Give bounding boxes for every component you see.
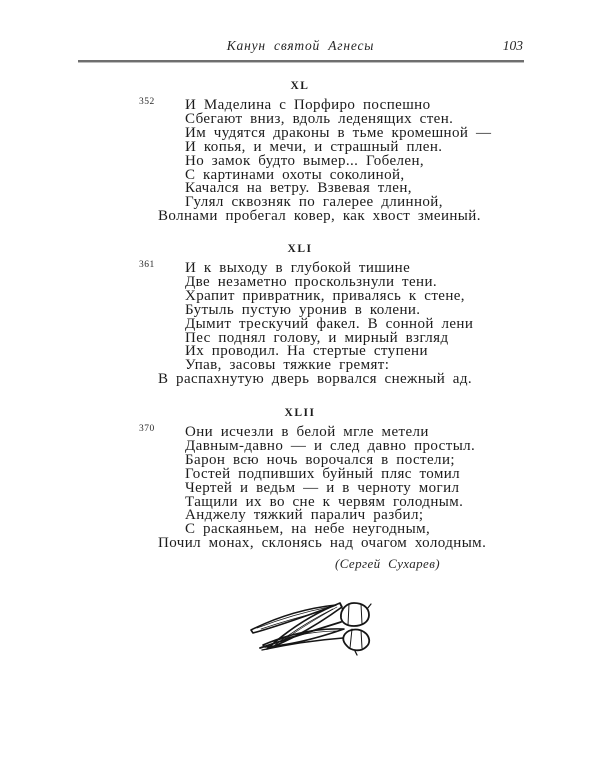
verse-line-number: 361 xyxy=(139,260,155,270)
verse-line: Их проводил. На стертые ступени xyxy=(185,343,428,360)
stanza-numeral: XL xyxy=(290,80,310,92)
header-rule xyxy=(78,60,524,63)
verse-line: Упав, засовы тяжкие гремят: xyxy=(185,357,390,374)
running-head xyxy=(78,38,523,56)
verse-line: Но замок будто вымер... Гобелен, xyxy=(185,152,425,169)
stanza-numeral: XLI xyxy=(287,243,313,255)
verse-line: Анджелу тяжкий паралич разбил; xyxy=(185,507,424,524)
page-number: 103 xyxy=(502,38,523,53)
verse-line-alexandrine: Волнами пробегал ковер, как хвост змеиный. xyxy=(158,208,481,225)
verse-line: И копья, и мечи, и страшный плен. xyxy=(185,138,443,155)
verse-lines xyxy=(158,260,474,388)
verse-line: Они исчезли в белой мгле метели xyxy=(185,424,429,440)
verse-line: Тащили их во сне к червям голодным. xyxy=(185,493,464,510)
verse-line: И к выходу в глубокой тишине xyxy=(185,260,411,276)
verse-line: Пес поднял голову, и мирный взгляд xyxy=(185,329,449,346)
verse-line: Давным-давно — и след давно простыл. xyxy=(185,437,476,454)
verse-line: С картинами охоты соколиной, xyxy=(185,166,405,183)
verse-line-number: 352 xyxy=(139,97,155,107)
verse-line: Храпит привратник, привалясь к стене, xyxy=(185,287,465,304)
verse-line-alexandrine: Почил монах, склонясь над очагом холодным. xyxy=(158,535,487,552)
running-head-title: Канун святой Агнесы xyxy=(226,38,375,53)
translator-attribution: (Сергей Сухарев) xyxy=(335,556,440,571)
verse-line: С раскаяньем, на небе неугодным, xyxy=(185,521,431,538)
verse-lines xyxy=(158,97,492,225)
verse-line: Чертей и ведьм — и в черноту могил xyxy=(185,479,460,496)
tulip-tailpiece-icon xyxy=(243,596,377,656)
verse-line: Сбегают вниз, вдоль леденящих стен. xyxy=(185,110,454,127)
verse-line: Гостей подпивших буйный пляс томил xyxy=(185,465,461,482)
tailpiece-ornament xyxy=(243,596,377,656)
verse-line: Две незаметно проскользнули тени. xyxy=(185,273,438,290)
verse-line: Барон всю ночь ворочался в постели; xyxy=(185,451,455,468)
verse-line: Им чудятся драконы в тьме кромешной — xyxy=(185,124,492,141)
verse-line-alexandrine: В распахнутую дверь ворвался снежный ад. xyxy=(158,371,473,388)
stanza-numeral: XLII xyxy=(284,407,316,419)
verse-lines xyxy=(158,424,487,552)
verse-line: Качался на ветру. Взвевая тлен, xyxy=(185,180,412,197)
verse-line-number: 370 xyxy=(139,424,155,434)
verse-line: Бутыль пустую уронив в колени. xyxy=(185,301,421,318)
verse-line: Дымит трескучий факел. В сонной лени xyxy=(185,315,474,332)
verse-line: Гулял сквозняк по галерее длинной, xyxy=(185,194,443,211)
verse-line: И Маделина с Порфиро поспешно xyxy=(185,97,431,113)
